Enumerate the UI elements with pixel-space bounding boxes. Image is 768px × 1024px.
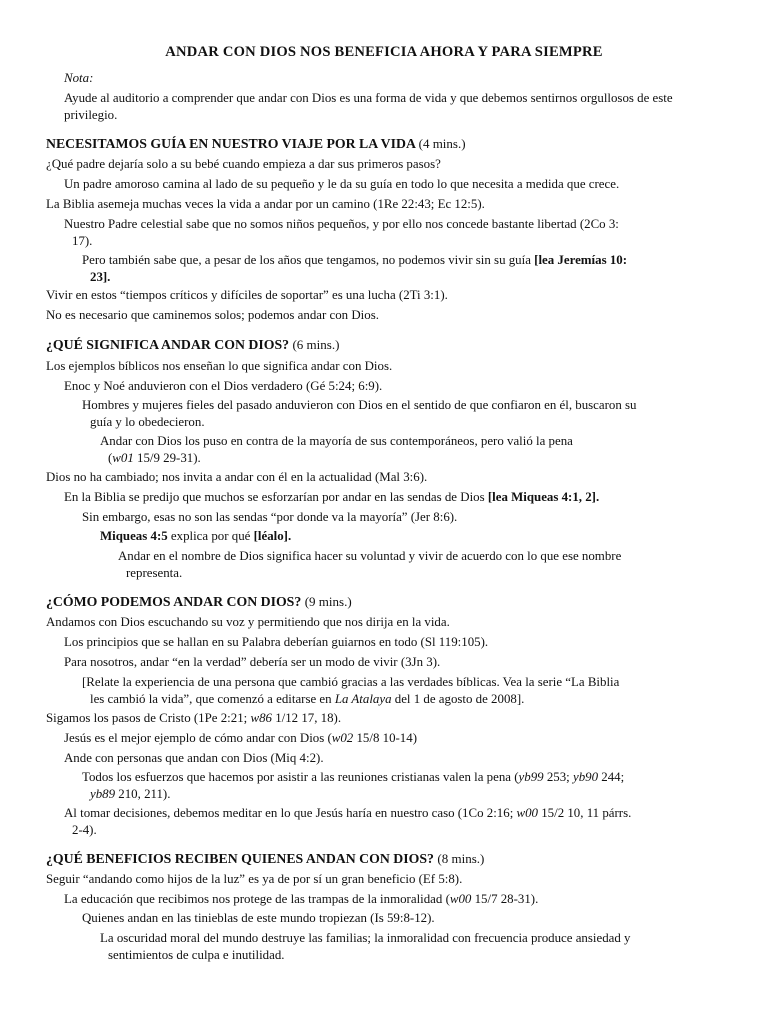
outline-line	[82, 769, 722, 802]
line-text: Al tomar decisiones, debemos meditar en lo que Jesús haría en nuestro caso (1Co 2:16;	[64, 806, 517, 820]
scripture-instruction: [lea Jeremías 10:	[534, 253, 627, 267]
line-text: Hombres y mujeres fieles del pasado anduvieron con Dios en el sentido de que confiaron en él, buscaron su	[82, 398, 637, 412]
line-continuation: sentimientos de culpa e inutilidad.	[108, 947, 285, 962]
outline-line	[100, 528, 720, 545]
outline-line	[64, 730, 724, 747]
section-heading	[46, 136, 466, 153]
section-title: ¿CÓMO PODEMOS ANDAR CON DIOS?	[46, 594, 302, 609]
section-title: NECESITAMOS GUÍA EN NUESTRO VIAJE POR LA VIDA	[46, 136, 416, 151]
line-text: [Relate la experiencia de una persona que cambió gracias a las verdades bíblicas. Vea la serie “La Biblia	[82, 675, 620, 689]
outline-line	[64, 489, 724, 506]
line-text: del 1 de agosto de 2008].	[391, 691, 525, 706]
section-heading	[46, 594, 352, 611]
outline-line	[100, 930, 720, 963]
outline-line: Los ejemplos bíblicos nos enseñan lo que significa andar con Dios.	[46, 359, 393, 373]
line-text: Nuestro Padre celestial sabe que no somos niños pequeños, y por ello nos concede bastante libertad (2Co 3:	[64, 217, 619, 231]
reference-text: 15/8 10-14)	[353, 731, 417, 745]
outline-line: Enoc y Noé anduvieron con el Dios verdadero (Gé 5:24; 6:9).	[64, 379, 383, 393]
scripture-instruction: [léalo].	[253, 529, 292, 543]
section-duration: (6 mins.)	[292, 337, 340, 352]
note-text: Ayude al auditorio a comprender que andar con Dios es una forma de vida y que debemos sentirnos orgullosos de este privilegio.	[64, 91, 673, 122]
line-continuation: guía y lo obedecieron.	[90, 414, 205, 429]
outline-line	[82, 397, 722, 430]
line-text: Todos los esfuerzos que hacemos por asistir a las reuniones cristianas valen la pena (	[82, 770, 519, 784]
note-label: Nota:	[64, 71, 94, 85]
line-text: La educación que recibimos nos protege de las trampas de la inmoralidad (	[64, 892, 450, 906]
line-text: La oscuridad moral del mundo destruye las familias; la inmoralidad con frecuencia produce ansiedad y	[100, 931, 631, 945]
outline-line: Un padre amoroso camina al lado de su pequeño y le da su guía en todo lo que necesita a medida que crece.	[64, 177, 620, 191]
outline-line: Quienes andan en las tinieblas de este mundo tropiezan (Is 59:8-12).	[82, 911, 435, 925]
section-heading	[46, 851, 484, 868]
line-text: Jesús es el mejor ejemplo de cómo andar con Dios (	[64, 731, 332, 745]
outline-line	[64, 891, 724, 908]
outline-line: Sin embargo, esas no son las sendas “por donde va la mayoría” (Jer 8:6).	[82, 510, 458, 524]
outline-line	[64, 216, 724, 249]
line-continuation: representa.	[126, 565, 183, 580]
section-duration: (9 mins.)	[304, 594, 352, 609]
reference-italic: w86	[250, 711, 272, 725]
outline-line	[100, 433, 720, 466]
reference-italic: w02	[331, 731, 354, 745]
outline-line: Dios no ha cambiado; nos invita a andar con él en la actualidad (Mal 3:6).	[46, 470, 428, 484]
reference-italic: w00	[516, 806, 538, 820]
outline-line	[82, 674, 722, 707]
line-continuation: (w01 15/9 29-31).	[108, 450, 201, 465]
outline-line: Seguir “andando como hijos de la luz” es ya de por sí un gran beneficio (Ef 5:8).	[46, 872, 463, 886]
reference-italic: yb90	[572, 770, 599, 784]
reference-italic: yb89	[90, 786, 116, 801]
page-title: ANDAR CON DIOS NOS BENEFICIA AHORA Y PARA SIEMPRE	[165, 44, 603, 60]
section-title: ¿QUÉ BENEFICIOS RECIBEN QUIENES ANDAN CON DIOS?	[46, 851, 434, 866]
outline-line: Vivir en estos “tiempos críticos y difíciles de soportar” es una lucha (2Ti 3:1).	[46, 288, 448, 302]
line-continuation: 17).	[72, 233, 93, 248]
scripture-instruction-continuation: 23].	[90, 269, 111, 284]
outline-line	[46, 710, 726, 727]
section-duration: (8 mins.)	[437, 851, 485, 866]
line-text: En la Biblia se predijo que muchos se esforzarían por andar en las sendas de Dios	[64, 490, 485, 504]
reference-text: 15/9 29-31).	[133, 450, 201, 465]
outline-line	[82, 252, 722, 285]
reference-italic: w01	[112, 450, 134, 465]
reference-italic: yb99	[518, 770, 544, 784]
outline-line	[118, 548, 718, 581]
line-continuation	[82, 786, 722, 803]
section-title: ¿QUÉ SIGNIFICA ANDAR CON DIOS?	[46, 337, 290, 352]
outline-line: Andamos con Dios escuchando su voz y permitiendo que nos dirija en la vida.	[46, 615, 450, 629]
line-text: Andar con Dios los puso en contra de la mayoría de sus contemporáneos, pero valió la pena	[100, 434, 573, 448]
section-heading	[46, 337, 339, 354]
scripture-reference: Miqueas 4:5	[100, 529, 168, 543]
outline-line	[64, 805, 724, 838]
line-continuation: 2-4).	[72, 822, 97, 837]
section-duration: (4 mins.)	[418, 136, 466, 151]
line-continuation	[82, 691, 722, 708]
reference-italic: w00	[449, 892, 472, 906]
publication-title: La Atalaya	[334, 691, 392, 706]
line-text: les cambió la vida”, que comenzó a editarse en	[90, 691, 335, 706]
outline-line: Ande con personas que andan con Dios (Miq 4:2).	[64, 751, 324, 765]
outline-line: Para nosotros, andar “en la verdad” debería ser un modo de vivir (3Jn 3).	[64, 655, 441, 669]
outline-line: ¿Qué padre dejaría solo a su bebé cuando empieza a dar sus primeros pasos?	[46, 157, 441, 171]
line-text: Sigamos los pasos de Cristo (1Pe 2:21;	[46, 711, 251, 725]
reference-text: 15/7 28-31).	[471, 892, 539, 906]
reference-text: 1/12 17, 18).	[271, 711, 342, 725]
line-text: Pero también sabe que, a pesar de los años que tengamos, no podemos vivir sin su guía	[82, 253, 531, 267]
reference-text: 210, 211).	[115, 786, 171, 801]
outline-line: La Biblia asemeja muchas veces la vida a andar por un camino (1Re 22:43; Ec 12:5).	[46, 197, 485, 211]
outline-line: No es necesario que caminemos solos; podemos andar con Dios.	[46, 308, 379, 322]
reference-text: 244;	[598, 770, 625, 784]
outline-line: Los principios que se hallan en su Palabra deberían guiarnos en todo (Sl 119:105).	[64, 635, 489, 649]
scripture-instruction: [lea Miqueas 4:1, 2].	[487, 490, 600, 504]
reference-text: 15/2 10, 11 párrs.	[538, 806, 632, 820]
reference-text: 253;	[543, 770, 573, 784]
line-text: explica por qué	[167, 529, 254, 543]
line-text: Andar en el nombre de Dios significa hacer su voluntad y vivir de acuerdo con lo que ese nombre	[118, 549, 622, 563]
